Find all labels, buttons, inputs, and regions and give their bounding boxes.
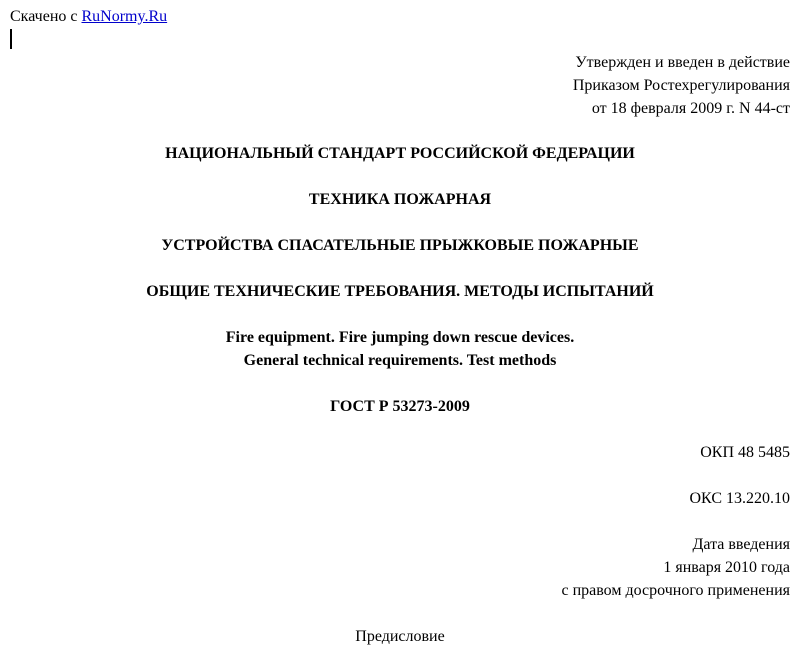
downloaded-prefix: Скачено с [10, 8, 78, 25]
scope-title: ОБЩИЕ ТЕХНИЧЕСКИЕ ТРЕБОВАНИЯ. МЕТОДЫ ИСПЫТАНИЙ [146, 283, 654, 300]
text-cursor [10, 29, 12, 49]
english-title-line-2: General technical requirements. Test methods [243, 352, 557, 369]
source-line [10, 5, 167, 28]
standard-designation: ГОСТ Р 53273-2009 [330, 398, 470, 415]
foreword-heading: Предисловие [355, 628, 445, 645]
topic-title: ТЕХНИКА ПОЖАРНАЯ [308, 191, 492, 208]
effective-date-label: Дата введения [692, 536, 790, 553]
english-title-line-1: Fire equipment. Fire jumping down rescue devices. [225, 329, 575, 346]
approval-line-1: Утвержден и введен в действие [575, 54, 790, 71]
source-link[interactable]: RuNormy.Ru [81, 8, 168, 25]
early-application-note: с правом досрочного применения [561, 582, 790, 599]
oks-code: ОКС 13.220.10 [689, 490, 790, 507]
effective-date: 1 января 2010 года [663, 559, 790, 576]
approval-line-2: Приказом Ростехрегулирования [572, 77, 790, 94]
standard-title: НАЦИОНАЛЬНЫЙ СТАНДАРТ РОССИЙСКОЙ ФЕДЕРАЦИИ [165, 145, 635, 162]
okp-code: ОКП 48 5485 [700, 444, 790, 461]
approval-line-3: от 18 февраля 2009 г. N 44-ст [591, 100, 790, 117]
subject-title: УСТРОЙСТВА СПАСАТЕЛЬНЫЕ ПРЫЖКОВЫЕ ПОЖАРНЫЕ [161, 237, 639, 254]
approval-block [573, 51, 790, 120]
